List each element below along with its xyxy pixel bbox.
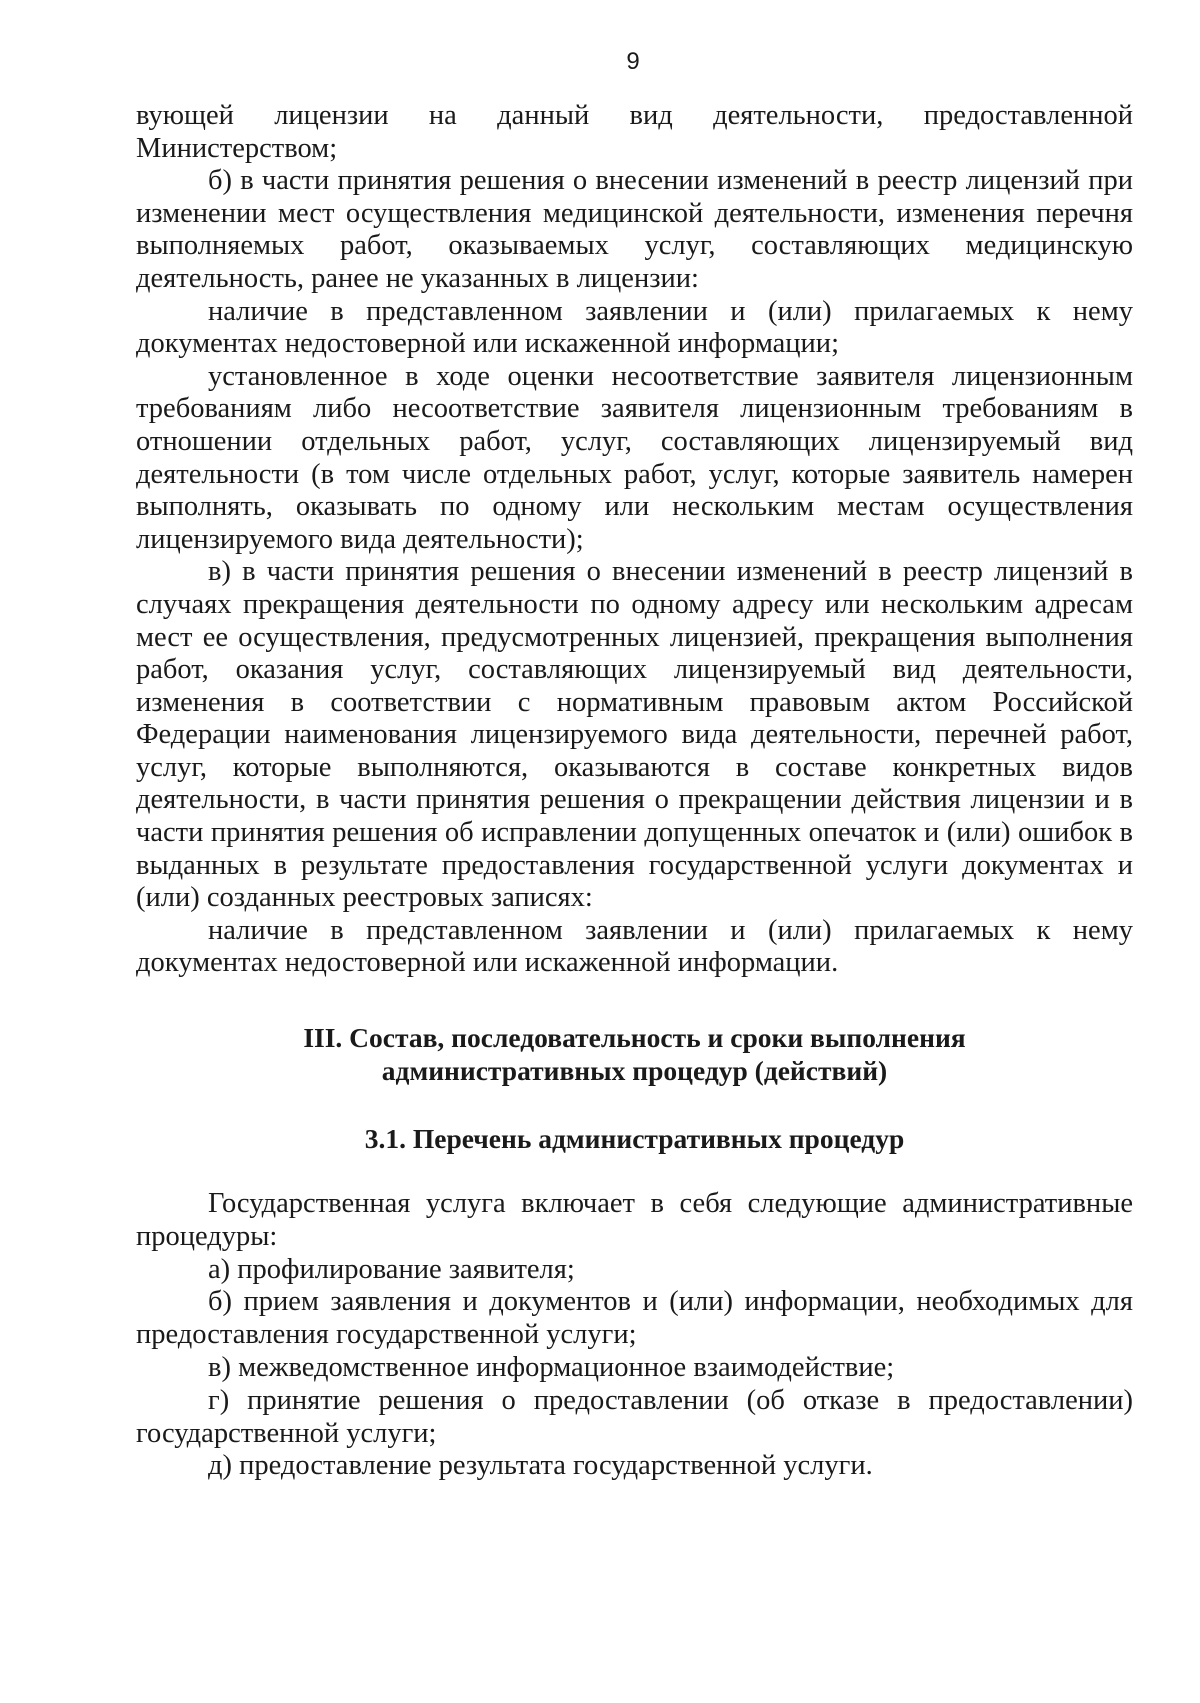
- list-item: а) профилирование заявителя;: [208, 1253, 575, 1285]
- list-item: в) межведомственное информационное взаимодействие;: [208, 1351, 895, 1383]
- list-item: д) предоставление результата государственной услуги.: [208, 1450, 873, 1482]
- list-item: г) принятие решения о предоставлении (об отказе в предоставлении) государственной услуги;: [136, 1384, 1133, 1449]
- section-3-title-line-1: III. Состав, последовательность и сроки выполнения: [303, 1022, 966, 1053]
- paragraph-continuation: вующей лицензии на данный вид деятельности, предоставленной Министерством;: [136, 100, 1133, 164]
- paragraph-b-reason-2: установленное в ходе оценки несоответствие заявителя лицензионным требованиям либо несоответствие заявителя лицензионным требованиям в отношении отдельных работ, услуг, составляющих лицензируемый вид деятельности (в том числе отдельных работ, услуг, которые заявитель намерен выполнять, оказывать по одному или нескольким местам осуществления лицензируемого вида деятельности);: [136, 360, 1133, 555]
- paragraph-v-reason: наличие в представленном заявлении и (или) прилагаемых к нему документах недостоверной или искаженной информации.: [136, 914, 1133, 979]
- section-3-title-line-2: административных процедур (действий): [381, 1055, 888, 1086]
- paragraph-v: в) в части принятия решения о внесении изменений в реестр лицензий в случаях прекращения деятельности по одному адресу или нескольким адресам мест ее осуществления, предусмотренных лицензией, прекращения выполнения работ, оказания услуг, составляющих лицензируемый вид деятельности, изменения в соответствии с нормативным правовым актом Российской Федерации наименования лицензируемого вида деятельности, перечней работ, услуг, которые выполняются, оказываются в составе конкретных видов деятельности, в части принятия решения о прекращении действия лицензии и в части принятия решения об исправлении допущенных опечаток и (или) ошибок в выданных в результате предоставления государственной услуги документах и (или) созданных реестровых записях:: [136, 556, 1133, 914]
- procedures-list: [136, 1188, 1133, 1483]
- section-3-title: [136, 1021, 1133, 1087]
- body-text: [136, 100, 1133, 980]
- paragraph-b: б) в части принятия решения о внесении изменений в реестр лицензий при изменении мест осуществления медицинской деятельности, изменения перечня выполняемых работ, оказываемых услуг, составляющих медицинскую деятельность, ранее не указанных в лицензии:: [136, 165, 1133, 294]
- page-number: 9: [626, 48, 640, 75]
- list-item: б) прием заявления и документов и (или) информации, необходимых для предоставления государственной услуги;: [136, 1286, 1133, 1351]
- paragraph-b-reason-1: наличие в представленном заявлении и (или) прилагаемых к нему документах недостоверной или искаженной информации;: [136, 295, 1133, 360]
- procedures-intro: Государственная услуга включает в себя следующие административные процедуры:: [136, 1188, 1133, 1252]
- section-3-1-title: 3.1. Перечень административных процедур: [364, 1123, 905, 1154]
